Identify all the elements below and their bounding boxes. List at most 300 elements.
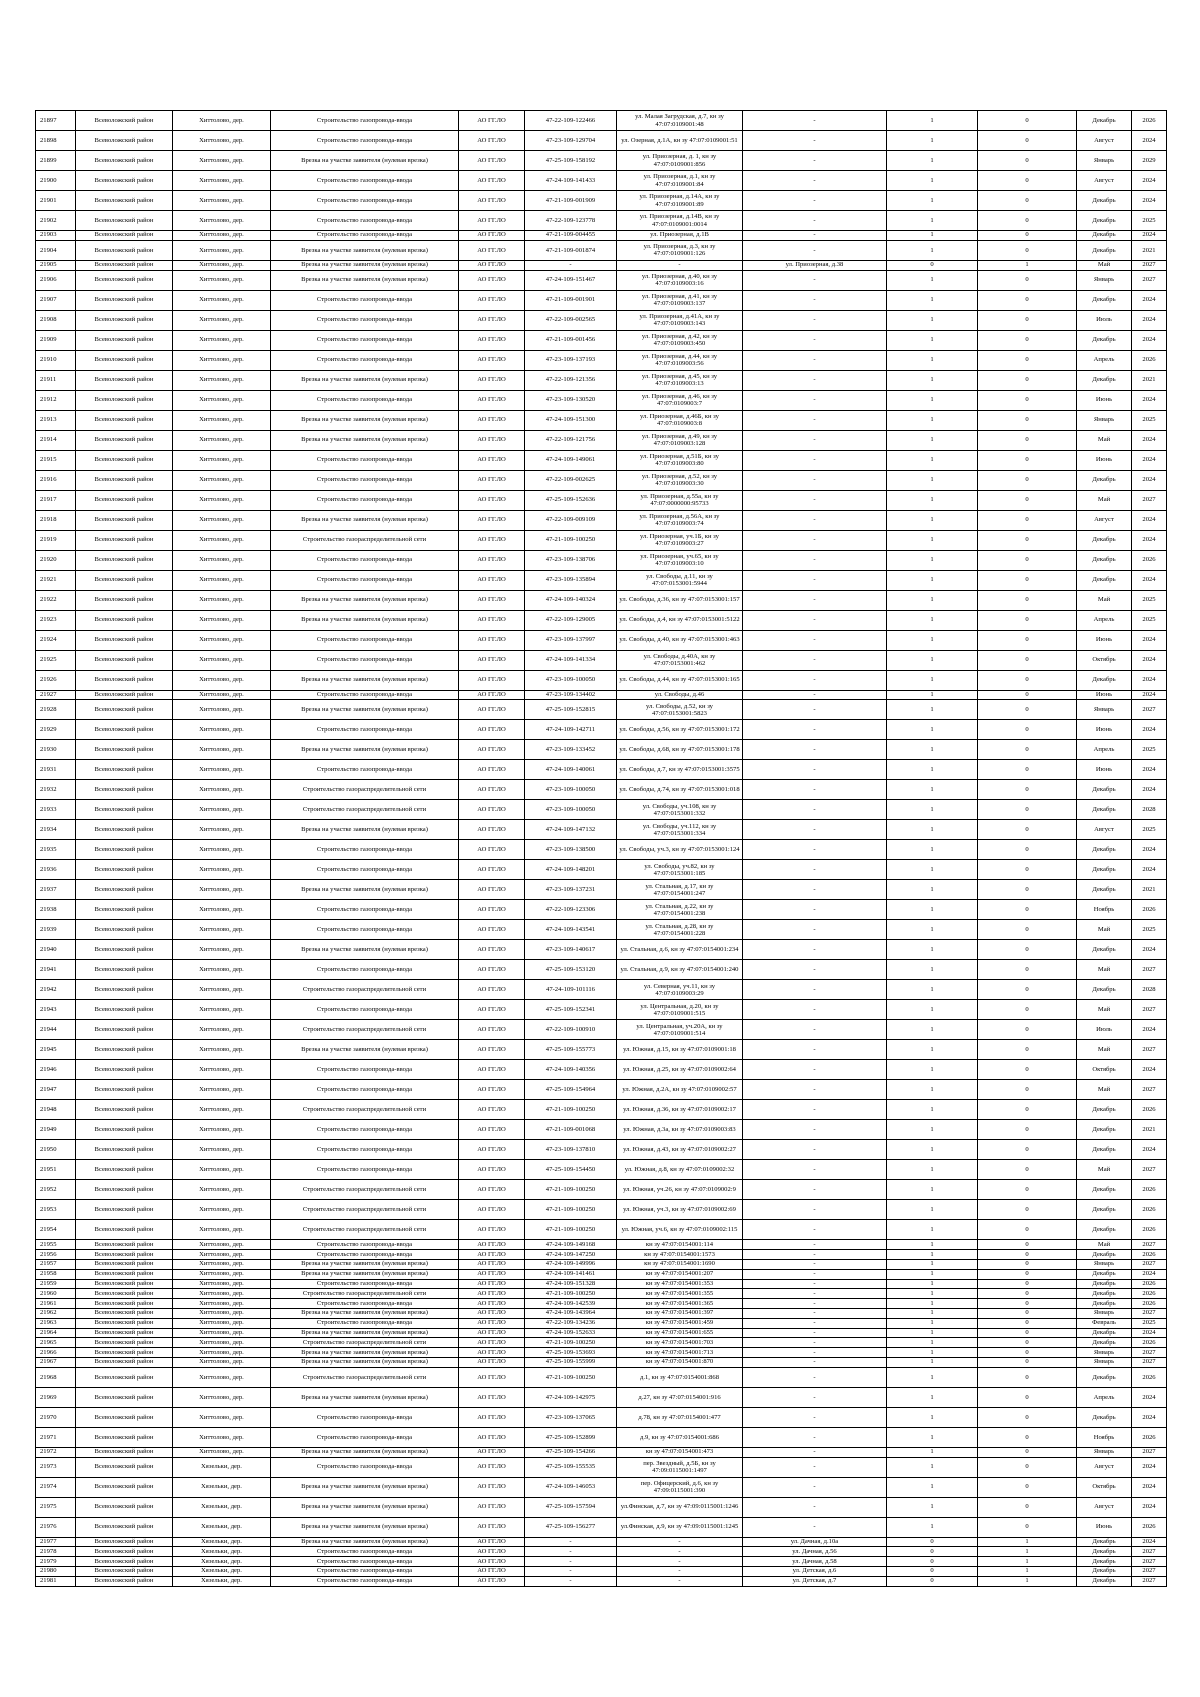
year-cell: 2024 (1132, 670, 1167, 690)
year-cell: 2024 (1132, 1020, 1167, 1040)
application-number-cell: 47-21-109-001909 (525, 191, 617, 211)
count-b-cell: 0 (978, 191, 1077, 211)
count-a-cell: 1 (887, 1427, 978, 1447)
address-cadastral-cell: ул. Приозерная, д.44, кн зу 47:07:0109003:56 (617, 350, 743, 370)
count-b-cell: 0 (978, 700, 1077, 720)
work-type-cell: Врезка на участке заявителя (нулевая врезка) (271, 1259, 459, 1269)
year-cell: 2024 (1132, 1497, 1167, 1517)
table-row (36, 370, 1167, 390)
year-cell: 2025 (1132, 920, 1167, 940)
application-number-cell: 47-25-109-152815 (525, 700, 617, 720)
year-cell: 2027 (1132, 490, 1167, 510)
address-cell: - (743, 490, 887, 510)
organization-cell: АО ГГ.ЛО (459, 940, 525, 960)
count-b-cell: 0 (978, 171, 1077, 191)
locality-cell: Хиттолово, дер. (173, 880, 271, 900)
work-type-cell: Строительство газопровода-ввода (271, 390, 459, 410)
month-cell: Май (1077, 960, 1132, 980)
work-type-cell: Строительство газораспределительной сети (271, 800, 459, 820)
district-cell: Всеволожский район (76, 1387, 173, 1407)
month-cell: Декабрь (1077, 840, 1132, 860)
count-b-cell: 0 (978, 1120, 1077, 1140)
locality-cell: Хиттолово, дер. (173, 1250, 271, 1260)
organization-cell: АО ГГ.ЛО (459, 510, 525, 530)
locality-cell: Хиттолово, дер. (173, 1220, 271, 1240)
address-cadastral-cell: - (617, 1576, 743, 1586)
district-cell: Всеволожский район (76, 1318, 173, 1328)
year-cell: 2024 (1132, 780, 1167, 800)
work-type-cell: Строительство газопровода-ввода (271, 690, 459, 700)
count-b-cell: 0 (978, 370, 1077, 390)
organization-cell: АО ГГ.ЛО (459, 1020, 525, 1040)
month-cell: Декабрь (1077, 1367, 1132, 1387)
work-type-cell: Строительство газопровода-ввода (271, 550, 459, 570)
district-cell: Всеволожский район (76, 590, 173, 610)
row-number-cell: 21959 (36, 1279, 76, 1289)
count-a-cell: 1 (887, 740, 978, 760)
district-cell: Всеволожский район (76, 1259, 173, 1269)
address-cadastral-cell: ул. Приозерная, уч.65, кн зу 47:07:0109003:10 (617, 550, 743, 570)
organization-cell: АО ГГ.ЛО (459, 1140, 525, 1160)
month-cell: Май (1077, 920, 1132, 940)
year-cell: 2024 (1132, 1060, 1167, 1080)
organization-cell: АО ГГ.ЛО (459, 211, 525, 231)
locality-cell: Хиттолово, дер. (173, 1100, 271, 1120)
organization-cell: АО ГГ.ЛО (459, 570, 525, 590)
month-cell: Май (1077, 1000, 1132, 1020)
count-a-cell: 1 (887, 1318, 978, 1328)
locality-cell: Хиттолово, дер. (173, 900, 271, 920)
organization-cell: АО ГГ.ЛО (459, 1180, 525, 1200)
year-cell: 2025 (1132, 211, 1167, 231)
month-cell: Ноябрь (1077, 900, 1132, 920)
row-number-cell: 21980 (36, 1566, 76, 1576)
application-number-cell: 47-24-109-148201 (525, 860, 617, 880)
address-cadastral-cell: ул. Центральная, уч.20А, кн зу 47:07:0109001:514 (617, 1020, 743, 1040)
organization-cell: АО ГГ.ЛО (459, 260, 525, 270)
organization-cell: АО ГГ.ЛО (459, 450, 525, 470)
table-row (36, 670, 1167, 690)
count-b-cell: 0 (978, 1338, 1077, 1348)
locality-cell: Хиттолово, дер. (173, 240, 271, 260)
address-cell: - (743, 1200, 887, 1220)
district-cell: Всеволожский район (76, 370, 173, 390)
work-type-cell: Врезка на участке заявителя (нулевая врезка) (271, 1357, 459, 1367)
month-cell: Январь (1077, 410, 1132, 430)
month-cell: Май (1077, 260, 1132, 270)
address-cadastral-cell: кн зу 47:07:0154001:655 (617, 1328, 743, 1338)
table-row (36, 650, 1167, 670)
month-cell: Январь (1077, 1308, 1132, 1318)
locality-cell: Хиттолово, дер. (173, 820, 271, 840)
district-cell: Всеволожский район (76, 260, 173, 270)
work-type-cell: Строительство газопровода-ввода (271, 1240, 459, 1250)
application-number-cell: 47-24-109-143541 (525, 920, 617, 940)
count-a-cell: 1 (887, 1269, 978, 1279)
row-number-cell: 21968 (36, 1367, 76, 1387)
work-type-cell: Строительство газопровода-ввода (271, 131, 459, 151)
count-b-cell: 0 (978, 670, 1077, 690)
address-cell: ул. Дачная, д.56 (743, 1547, 887, 1557)
count-b-cell: 0 (978, 690, 1077, 700)
district-cell: Всеволожский район (76, 550, 173, 570)
year-cell: 2024 (1132, 1140, 1167, 1160)
locality-cell: Хиттолово, дер. (173, 510, 271, 530)
count-b-cell: 0 (978, 1407, 1077, 1427)
locality-cell: Хиттолово, дер. (173, 260, 271, 270)
count-b-cell: 0 (978, 290, 1077, 310)
table-row (36, 1318, 1167, 1328)
application-number-cell: 47-25-109-155773 (525, 1040, 617, 1060)
locality-cell: Хиттолово, дер. (173, 410, 271, 430)
table-row (36, 310, 1167, 330)
row-number-cell: 21957 (36, 1259, 76, 1269)
month-cell: Май (1077, 590, 1132, 610)
row-number-cell: 21942 (36, 980, 76, 1000)
work-type-cell: Врезка на участке заявителя (нулевая врезка) (271, 1269, 459, 1279)
row-number-cell: 21956 (36, 1250, 76, 1260)
work-type-cell: Строительство газопровода-ввода (271, 1250, 459, 1260)
organization-cell: АО ГГ.ЛО (459, 820, 525, 840)
table-row (36, 1537, 1167, 1547)
count-a-cell: 1 (887, 270, 978, 290)
address-cell: - (743, 1269, 887, 1279)
count-a-cell: 1 (887, 1000, 978, 1020)
count-a-cell: 1 (887, 290, 978, 310)
address-cadastral-cell: ул. Свободы, уч.108, кн зу 47:07:0153001:332 (617, 800, 743, 820)
count-b-cell: 0 (978, 330, 1077, 350)
table-row (36, 231, 1167, 241)
month-cell: Декабрь (1077, 1250, 1132, 1260)
address-cell: - (743, 1457, 887, 1477)
count-b-cell: 0 (978, 980, 1077, 1000)
address-cell: - (743, 780, 887, 800)
locality-cell: Хиттолово, дер. (173, 111, 271, 131)
locality-cell: Хиттолово, дер. (173, 1357, 271, 1367)
address-cell: - (743, 900, 887, 920)
district-cell: Всеволожский район (76, 1566, 173, 1576)
district-cell: Всеволожский район (76, 1250, 173, 1260)
count-a-cell: 1 (887, 350, 978, 370)
locality-cell: Хиттолово, дер. (173, 840, 271, 860)
district-cell: Всеволожский район (76, 860, 173, 880)
application-number-cell: 47-23-109-100050 (525, 800, 617, 820)
locality-cell: Хиттолово, дер. (173, 1279, 271, 1289)
locality-cell: Хиттолово, дер. (173, 960, 271, 980)
organization-cell: АО ГГ.ЛО (459, 880, 525, 900)
count-a-cell: 1 (887, 240, 978, 260)
table-row (36, 1080, 1167, 1100)
row-number-cell: 21974 (36, 1477, 76, 1497)
application-number-cell: 47-23-109-100050 (525, 780, 617, 800)
application-number-cell: - (525, 1566, 617, 1576)
application-number-cell: 47-24-109-152633 (525, 1328, 617, 1338)
month-cell: Декабрь (1077, 1537, 1132, 1547)
locality-cell: Хиттолово, дер. (173, 1348, 271, 1358)
year-cell: 2025 (1132, 410, 1167, 430)
count-b-cell: 0 (978, 570, 1077, 590)
count-a-cell: 0 (887, 1547, 978, 1557)
count-a-cell: 1 (887, 410, 978, 430)
count-b-cell: 0 (978, 1240, 1077, 1250)
address-cell: - (743, 211, 887, 231)
application-number-cell: 47-23-109-137810 (525, 1140, 617, 1160)
year-cell: 2027 (1132, 1000, 1167, 1020)
address-cell: - (743, 1289, 887, 1299)
count-b-cell: 1 (978, 1576, 1077, 1586)
row-number-cell: 21907 (36, 290, 76, 310)
application-number-cell: 47-23-109-138706 (525, 550, 617, 570)
district-cell: Всеволожский район (76, 1020, 173, 1040)
month-cell: Декабрь (1077, 530, 1132, 550)
document-page (35, 110, 1166, 1587)
district-cell: Всеволожский район (76, 820, 173, 840)
count-a-cell: 1 (887, 330, 978, 350)
month-cell: Декабрь (1077, 1269, 1132, 1279)
work-type-cell: Строительство газопровода-ввода (271, 111, 459, 131)
row-number-cell: 21914 (36, 430, 76, 450)
table-row (36, 470, 1167, 490)
organization-cell: АО ГГ.ЛО (459, 1160, 525, 1180)
table-row (36, 111, 1167, 131)
application-number-cell: 47-23-109-137065 (525, 1407, 617, 1427)
application-number-cell: 47-22-109-129005 (525, 610, 617, 630)
year-cell: 2024 (1132, 940, 1167, 960)
organization-cell: АО ГГ.ЛО (459, 1100, 525, 1120)
table-row (36, 270, 1167, 290)
month-cell: Декабрь (1077, 570, 1132, 590)
count-b-cell: 0 (978, 820, 1077, 840)
application-number-cell: 47-25-109-158192 (525, 151, 617, 171)
locality-cell: Хиттолово, дер. (173, 1269, 271, 1279)
count-a-cell: 1 (887, 231, 978, 241)
month-cell: Апрель (1077, 350, 1132, 370)
organization-cell: АО ГГ.ЛО (459, 630, 525, 650)
address-cadastral-cell: ул.Финская, д.7, кн зу 47:09:0115001:1246 (617, 1497, 743, 1517)
address-cadastral-cell: ул. Свободы, д.4, кн зу 47:07:0153001:5122 (617, 610, 743, 630)
count-b-cell: 0 (978, 1308, 1077, 1318)
address-cell: - (743, 1000, 887, 1020)
address-cadastral-cell: кн зу 47:07:0154001:713 (617, 1348, 743, 1358)
count-b-cell: 0 (978, 1040, 1077, 1060)
application-number-cell: 47-22-109-009109 (525, 510, 617, 530)
work-type-cell: Строительство газораспределительной сети (271, 1338, 459, 1348)
month-cell: Май (1077, 1040, 1132, 1060)
address-cell: - (743, 1140, 887, 1160)
work-type-cell: Строительство газопровода-ввода (271, 1120, 459, 1140)
row-number-cell: 21958 (36, 1269, 76, 1279)
count-b-cell: 1 (978, 1566, 1077, 1576)
address-cadastral-cell: ул. Приозерная, д.46Б, кн зу 47:07:0109003:8 (617, 410, 743, 430)
work-type-cell: Врезка на участке заявителя (нулевая врезка) (271, 151, 459, 171)
month-cell: Декабрь (1077, 550, 1132, 570)
organization-cell: АО ГГ.ЛО (459, 1080, 525, 1100)
row-number-cell: 21901 (36, 191, 76, 211)
table-row (36, 450, 1167, 470)
work-type-cell: Врезка на участке заявителя (нулевая врезка) (271, 1447, 459, 1457)
application-number-cell: 47-25-109-157594 (525, 1497, 617, 1517)
application-number-cell: 47-22-109-122466 (525, 111, 617, 131)
address-cadastral-cell: ул. Свободы, д.56, кн зу 47:07:0153001:172 (617, 720, 743, 740)
row-number-cell: 21955 (36, 1240, 76, 1250)
locality-cell: Хиттолово, дер. (173, 1240, 271, 1250)
count-a-cell: 1 (887, 920, 978, 940)
count-a-cell: 1 (887, 700, 978, 720)
year-cell: 2024 (1132, 390, 1167, 410)
row-number-cell: 21936 (36, 860, 76, 880)
count-b-cell: 0 (978, 1259, 1077, 1269)
address-cadastral-cell: ул. Приозерная, д.40, кн зу 47:07:0109003:16 (617, 270, 743, 290)
district-cell: Всеволожский район (76, 1269, 173, 1279)
work-type-cell: Врезка на участке заявителя (нулевая врезка) (271, 1348, 459, 1358)
application-number-cell: 47-21-109-100250 (525, 1100, 617, 1120)
address-cadastral-cell: - (617, 1566, 743, 1576)
district-cell: Всеволожский район (76, 1000, 173, 1020)
locality-cell: Хиттолово, дер. (173, 270, 271, 290)
application-number-cell: 47-24-109-142975 (525, 1387, 617, 1407)
row-number-cell: 21930 (36, 740, 76, 760)
year-cell: 2027 (1132, 1348, 1167, 1358)
month-cell: Ноябрь (1077, 1427, 1132, 1447)
organization-cell: АО ГГ.ЛО (459, 171, 525, 191)
table-row (36, 1387, 1167, 1407)
address-cadastral-cell: кн зу 47:07:0154001:353 (617, 1279, 743, 1289)
year-cell: 2024 (1132, 1407, 1167, 1427)
organization-cell: АО ГГ.ЛО (459, 1328, 525, 1338)
address-cell: - (743, 610, 887, 630)
year-cell: 2025 (1132, 610, 1167, 630)
work-type-cell: Строительство газопровода-ввода (271, 1279, 459, 1289)
locality-cell: Хязельки, дер. (173, 1557, 271, 1567)
address-cell: - (743, 720, 887, 740)
address-cadastral-cell: ул. Приозерная, д.14А, кн зу 47:07:0109001:89 (617, 191, 743, 211)
application-number-cell: 47-21-109-100250 (525, 530, 617, 550)
address-cadastral-cell: д.1, кн зу 47:07:0154001:868 (617, 1367, 743, 1387)
month-cell: Декабрь (1077, 1120, 1132, 1140)
month-cell: Август (1077, 510, 1132, 530)
application-number-cell: 47-24-109-143964 (525, 1308, 617, 1318)
row-number-cell: 21934 (36, 820, 76, 840)
row-number-cell: 21898 (36, 131, 76, 151)
district-cell: Всеволожский район (76, 450, 173, 470)
count-a-cell: 1 (887, 960, 978, 980)
count-b-cell: 0 (978, 1200, 1077, 1220)
table-row (36, 840, 1167, 860)
month-cell: Декабрь (1077, 800, 1132, 820)
locality-cell: Хиттолово, дер. (173, 630, 271, 650)
year-cell: 2025 (1132, 740, 1167, 760)
year-cell: 2026 (1132, 1299, 1167, 1309)
organization-cell: АО ГГ.ЛО (459, 800, 525, 820)
month-cell: Декабрь (1077, 1289, 1132, 1299)
address-cadastral-cell: ул. Южная, д.2А, кн зу 47:07:0109002:57 (617, 1080, 743, 1100)
address-cadastral-cell: кн зу 47:07:0154001:1573 (617, 1250, 743, 1260)
row-number-cell: 21926 (36, 670, 76, 690)
count-b-cell: 0 (978, 960, 1077, 980)
table-row (36, 1299, 1167, 1309)
locality-cell: Хиттолово, дер. (173, 370, 271, 390)
month-cell: Декабрь (1077, 980, 1132, 1000)
row-number-cell: 21975 (36, 1497, 76, 1517)
row-number-cell: 21915 (36, 450, 76, 470)
year-cell: 2026 (1132, 111, 1167, 131)
address-cell: - (743, 570, 887, 590)
organization-cell: АО ГГ.ЛО (459, 1200, 525, 1220)
locality-cell: Хиттолово, дер. (173, 860, 271, 880)
count-b-cell: 0 (978, 760, 1077, 780)
count-a-cell: 1 (887, 610, 978, 630)
address-cadastral-cell: ул. Свободы, д.46 (617, 690, 743, 700)
work-type-cell: Строительство газопровода-ввода (271, 1407, 459, 1427)
application-number-cell: 47-23-109-137231 (525, 880, 617, 900)
work-type-cell: Строительство газораспределительной сети (271, 980, 459, 1000)
table-row (36, 1140, 1167, 1160)
count-b-cell: 0 (978, 1367, 1077, 1387)
table-row (36, 1200, 1167, 1220)
row-number-cell: 21927 (36, 690, 76, 700)
year-cell: 2025 (1132, 1318, 1167, 1328)
count-a-cell: 1 (887, 450, 978, 470)
application-number-cell: 47-22-109-123306 (525, 900, 617, 920)
address-cadastral-cell: - (617, 1547, 743, 1557)
work-type-cell: Врезка на участке заявителя (нулевая врезка) (271, 700, 459, 720)
table-row (36, 1250, 1167, 1260)
table-row (36, 240, 1167, 260)
year-cell: 2024 (1132, 690, 1167, 700)
work-type-cell: Строительство газопровода-ввода (271, 1140, 459, 1160)
district-cell: Всеволожский район (76, 780, 173, 800)
organization-cell: АО ГГ.ЛО (459, 1497, 525, 1517)
locality-cell: Хиттолово, дер. (173, 940, 271, 960)
application-number-cell: 47-22-109-123778 (525, 211, 617, 231)
row-number-cell: 21973 (36, 1457, 76, 1477)
work-type-cell: Врезка на участке заявителя (нулевая врезка) (271, 270, 459, 290)
work-type-cell: Врезка на участке заявителя (нулевая врезка) (271, 590, 459, 610)
organization-cell: АО ГГ.ЛО (459, 1447, 525, 1457)
district-cell: Всеволожский район (76, 310, 173, 330)
year-cell: 2026 (1132, 550, 1167, 570)
work-type-cell: Строительство газопровода-ввода (271, 630, 459, 650)
application-number-cell: 47-25-109-153693 (525, 1348, 617, 1358)
organization-cell: АО ГГ.ЛО (459, 1000, 525, 1020)
address-cell: - (743, 1348, 887, 1358)
count-b-cell: 0 (978, 1279, 1077, 1289)
month-cell: Декабрь (1077, 860, 1132, 880)
organization-cell: АО ГГ.ЛО (459, 840, 525, 860)
address-cell: - (743, 740, 887, 760)
year-cell: 2027 (1132, 1576, 1167, 1586)
address-cadastral-cell: ул. Свободы, д.44, кн зу 47:07:0153001:165 (617, 670, 743, 690)
table-row (36, 1259, 1167, 1269)
locality-cell: Хиттолово, дер. (173, 550, 271, 570)
address-cadastral-cell: кн зу 47:07:0154001:703 (617, 1338, 743, 1348)
row-number-cell: 21909 (36, 330, 76, 350)
work-type-cell: Строительство газопровода-ввода (271, 330, 459, 350)
application-number-cell: 47-22-109-121356 (525, 370, 617, 390)
count-a-cell: 1 (887, 900, 978, 920)
application-number-cell: 47-22-109-002625 (525, 470, 617, 490)
address-cadastral-cell: ул. Приозерная, д.41А, кн зу 47:07:0109003:143 (617, 310, 743, 330)
organization-cell: АО ГГ.ЛО (459, 390, 525, 410)
address-cadastral-cell: ул. Малая Загрудская, д.7, кн зу 47:07:0109001:48 (617, 111, 743, 131)
organization-cell: АО ГГ.ЛО (459, 1537, 525, 1547)
address-cell: - (743, 530, 887, 550)
locality-cell: Хиттолово, дер. (173, 1160, 271, 1180)
year-cell: 2024 (1132, 570, 1167, 590)
work-type-cell: Врезка на участке заявителя (нулевая врезка) (271, 820, 459, 840)
year-cell: 2026 (1132, 1367, 1167, 1387)
table-row (36, 920, 1167, 940)
